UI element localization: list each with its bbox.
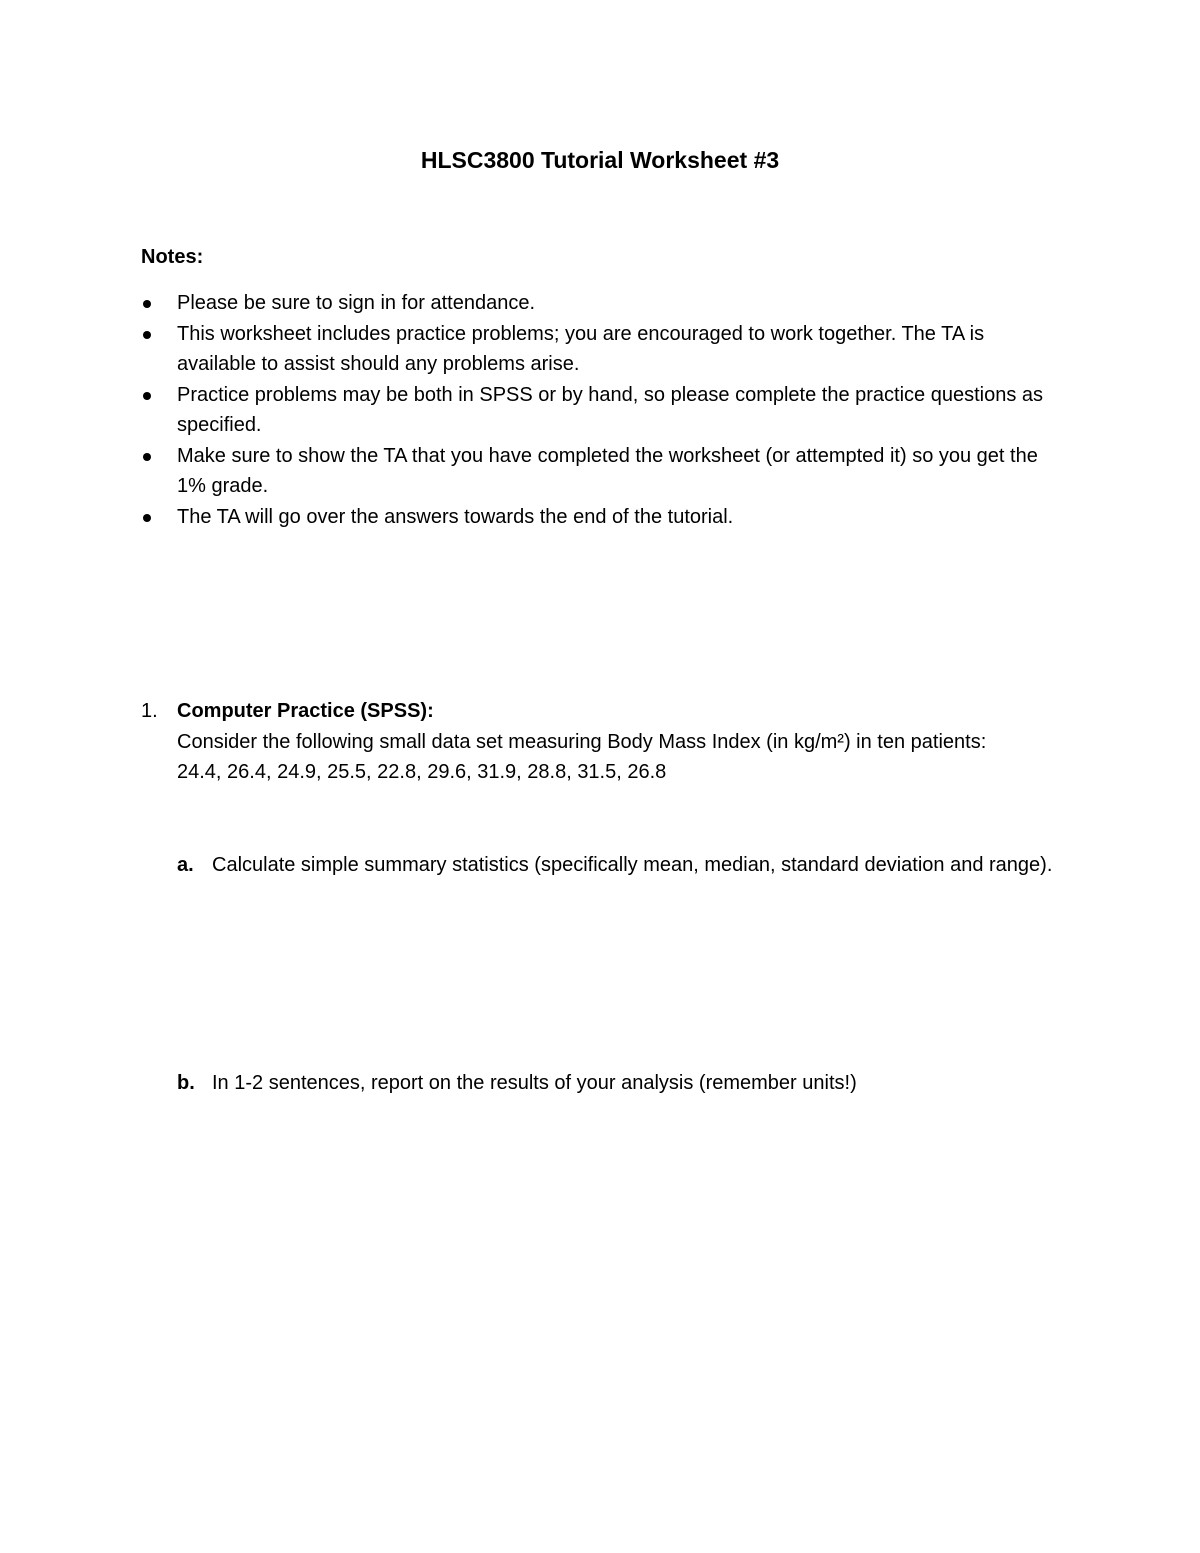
subquestion-label: b. bbox=[177, 1072, 195, 1094]
list-item bbox=[141, 380, 1061, 441]
note-text: This worksheet includes practice problems; you are encouraged to work together. The TA is available to assist should any problems arise. bbox=[177, 322, 985, 375]
bullet-icon bbox=[143, 514, 151, 522]
question-number: 1. bbox=[141, 700, 158, 722]
subquestion-label: a. bbox=[177, 854, 194, 876]
list-item bbox=[141, 441, 1061, 502]
question-prompt: Consider the following small data set measuring Body Mass Index (in kg/m²) in ten patients: bbox=[177, 730, 987, 753]
bullet-icon bbox=[143, 392, 151, 400]
question-1a bbox=[177, 850, 1057, 881]
notes-heading: Notes: bbox=[141, 246, 204, 268]
list-item bbox=[141, 502, 1061, 533]
bullet-icon bbox=[143, 453, 151, 461]
bullet-icon bbox=[143, 300, 151, 308]
question-data-values: 24.4, 26.4, 24.9, 25.5, 22.8, 29.6, 31.9, 28.8, 31.5, 26.8 bbox=[177, 761, 667, 783]
list-item bbox=[141, 288, 1061, 319]
note-text: Practice problems may be both in SPSS or by hand, so please complete the practice questions as specified. bbox=[177, 383, 1044, 436]
note-text: Please be sure to sign in for attendance. bbox=[177, 292, 536, 314]
page-title: HLSC3800 Tutorial Worksheet #3 bbox=[420, 147, 780, 173]
list-item bbox=[141, 319, 1061, 380]
subquestion-text: Calculate simple summary statistics (specifically mean, median, standard deviation and range). bbox=[212, 854, 1053, 876]
question-1b bbox=[177, 1068, 1057, 1099]
bullet-icon bbox=[143, 331, 151, 339]
question-heading: Computer Practice (SPSS): bbox=[177, 700, 434, 722]
subquestion-text: In 1-2 sentences, report on the results of your analysis (remember units!) bbox=[212, 1072, 857, 1094]
question-1 bbox=[141, 696, 1071, 788]
question-body bbox=[177, 696, 1071, 788]
notes-list bbox=[141, 288, 1061, 532]
note-text: Make sure to show the TA that you have completed the worksheet (or attempted it) so you get the 1% grade. bbox=[177, 444, 1038, 497]
note-text: The TA will go over the answers towards the end of the tutorial. bbox=[177, 505, 734, 528]
